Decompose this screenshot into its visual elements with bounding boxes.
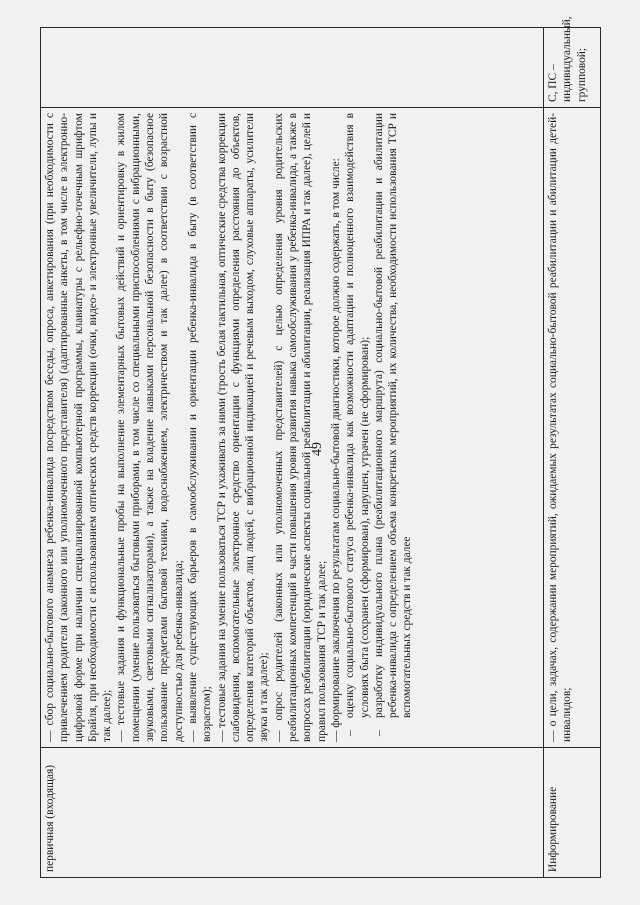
list-item: — формирование заключения по результатам социально-бытовой диагностики, которое должно содержать, в том числе: (329, 158, 342, 742)
page-number: 49 (310, 442, 325, 456)
rehabilitation-table (40, 16, 601, 878)
sub-list-item-text: оценку социально-бытового статуса ребенка-инвалида как возможности адаптации и полноценного взаимодействия в условиях быта (сохранен (сформирован), нарушен, утрачен (не сформирован); (344, 113, 371, 718)
list-item: — сбор социально-бытового анамнеза ребенка-инвалида посредством беседы, опроса, анкетирования (при необходимости с привлечением родителя (законного или уполномоченного представителя) (адаптированные анкеты, в том числе в электронно-цифровой форме при наличии специализированной компьютерной программы, клавиатуры с рельефно-точечным шрифтом Брайля, при необходимости с использованием оптических средств коррекции (очки, видео- и электронные увеличители, лупы и так далее); (44, 113, 114, 742)
stage-cell: первичная (входящая) (41, 748, 544, 878)
table-row (41, 28, 544, 878)
list-item: — тестовые задания и функциональные пробы на выполнение элементарных бытовых действий и ориентировку в жилом помещении (умение пользоваться бытовыми приборами, в том числе со специальными приспособлениями с вибрационными, звуковыми, световыми сигнализаторами), а также на владение навыками персональной безопасности в быту (безопасное пользование предметами бытовой техники, водоснабжением, электричеством и так далее) в соответствии с возрастной доступностью для ребенка-инвалида; (115, 113, 185, 742)
sub-list-item-text: разработку индивидуального плана (реабилитационного маршрута) социально-бытовой реабилитации и абилитации ребенка-инвалида с определением объема конкретных мероприятий, их количества, необходимости использования ТСР и вспомогательных средств и так далее (372, 113, 414, 718)
table-row (544, 28, 601, 878)
dash-marker: – (344, 730, 357, 736)
form-cell (41, 28, 544, 108)
form-cell: С, ПС – индивидуальный, групповой; (544, 28, 601, 108)
list-item: — опрос родителей (законных или уполномоченных представителей) с целью определения уровня родительских реабилитационных компетенций в части повышения уровня развития навыка самообслуживания у ребенка-инвалида, а также в вопросах реабилитации (юридические аспекты социальной реабилитации и абилитации, реализация ИПРА и так далее), целей и правил пользования ТСР и так далее; (272, 113, 328, 742)
list-item: — выявление существующих барьеров в самообслуживании и ориентации ребенка-инвалида в быту (в соответствии с возрастом); (186, 113, 214, 742)
content-cell (41, 108, 544, 748)
sub-list-item (343, 113, 372, 742)
list-item: — о цели, задачах, содержании мероприятий, ожидаемых результатах социально-бытовой реабилитации и абилитации детей-инвалидов; (547, 113, 574, 742)
document-sheet (40, 16, 600, 878)
content-cell (544, 108, 601, 748)
dash-marker: – (372, 730, 385, 736)
stage-cell: Информирование (544, 748, 601, 878)
sub-list-item (372, 113, 415, 742)
list-item: — тестовые задания на умение пользоваться ТСР и ухаживать за ними (трость белая тактильная, оптические средства коррекции слабовидения, вспомогательные электронное средство ориентации с функциями определения расстояния до объектов, определения категорий объектов, лиц людей, с вибрационной индикацией и речевым выходом, слуховые аппараты, усилители звука и так далее); (215, 113, 271, 742)
